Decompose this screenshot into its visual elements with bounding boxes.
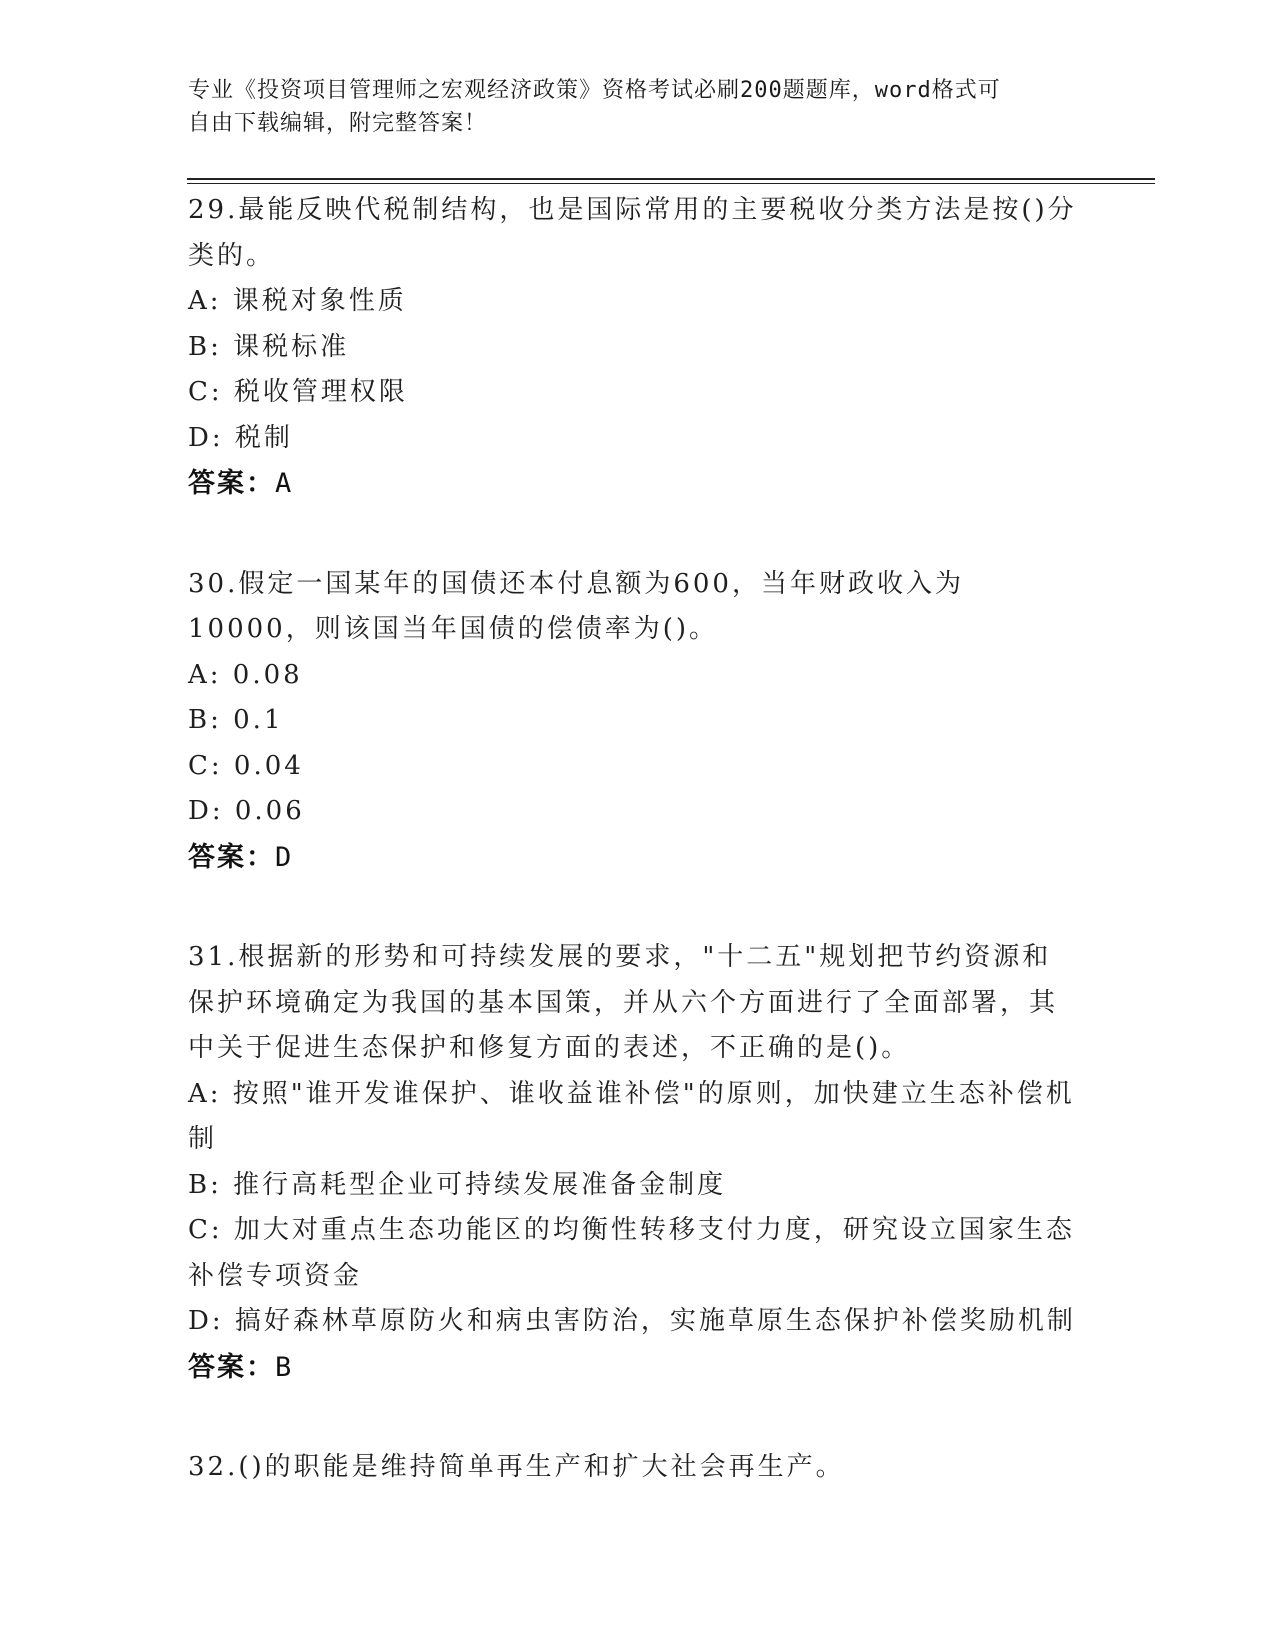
question-32	[188, 1445, 1078, 1491]
option-a: A: 课税对象性质	[188, 286, 407, 316]
option-c: C: 加大对重点生态功能区的均衡性转移支付力度，研究设立国家生态补偿专项资金	[188, 1215, 1075, 1291]
option-b: B: 0.1	[188, 705, 284, 735]
answer-line	[188, 1345, 1078, 1391]
answer-value: D	[275, 841, 294, 873]
answer-line	[188, 461, 1078, 507]
question-stem: 31.根据新的形势和可持续发展的要求，"十二五"规划把节约资源和保护环境确定为我国的基本国策，并从六个方面进行了全面部署，其中关于促进生态保护和修复方面的表述，不正确的是()。	[188, 942, 1059, 1063]
question-list	[188, 188, 1078, 1546]
option-c: C: 税收管理权限	[188, 377, 408, 407]
question-31	[188, 935, 1078, 1390]
option-a: A: 0.08	[188, 659, 303, 690]
question-29	[188, 188, 1078, 507]
answer-label: 答案：	[188, 468, 275, 499]
option-d: D: 0.06	[188, 796, 305, 826]
option-d: D: 税制	[188, 422, 293, 453]
option-b: B: 课税标准	[188, 331, 350, 362]
header-line-1: 专业《投资项目管理师之宏观经济政策》资格考试必刷200题题库，word格式可	[188, 78, 1001, 103]
document-header	[188, 74, 1068, 140]
answer-label: 答案：	[188, 841, 275, 873]
option-b: B: 推行高耗型企业可持续发展准备金制度	[188, 1169, 727, 1200]
answer-value: A	[275, 468, 294, 499]
question-30	[188, 562, 1078, 881]
answer-value: B	[275, 1351, 294, 1383]
option-d: D: 搞好森林草原防火和病虫害防治，实施草原生态保护补偿奖励机制	[188, 1306, 1076, 1336]
answer-line	[188, 835, 1078, 881]
question-stem: 32.()的职能是维持简单再生产和扩大社会再生产。	[188, 1452, 845, 1482]
option-a: A: 按照"谁开发谁保护、谁收益谁补偿"的原则，加快建立生态补偿机制	[188, 1078, 1075, 1154]
question-stem: 30.假定一国某年的国债还本付息额为600，当年财政收入为10000，则该国当年国债的偿债率为()。	[188, 568, 964, 644]
header-divider	[187, 178, 1155, 184]
answer-label: 答案：	[188, 1351, 275, 1383]
option-c: C: 0.04	[188, 750, 304, 781]
header-line-2: 自由下载编辑，附完整答案！	[188, 111, 488, 136]
question-stem: 29.最能反映代税制结构，也是国际常用的主要税收分类方法是按()分类的。	[188, 195, 1077, 271]
